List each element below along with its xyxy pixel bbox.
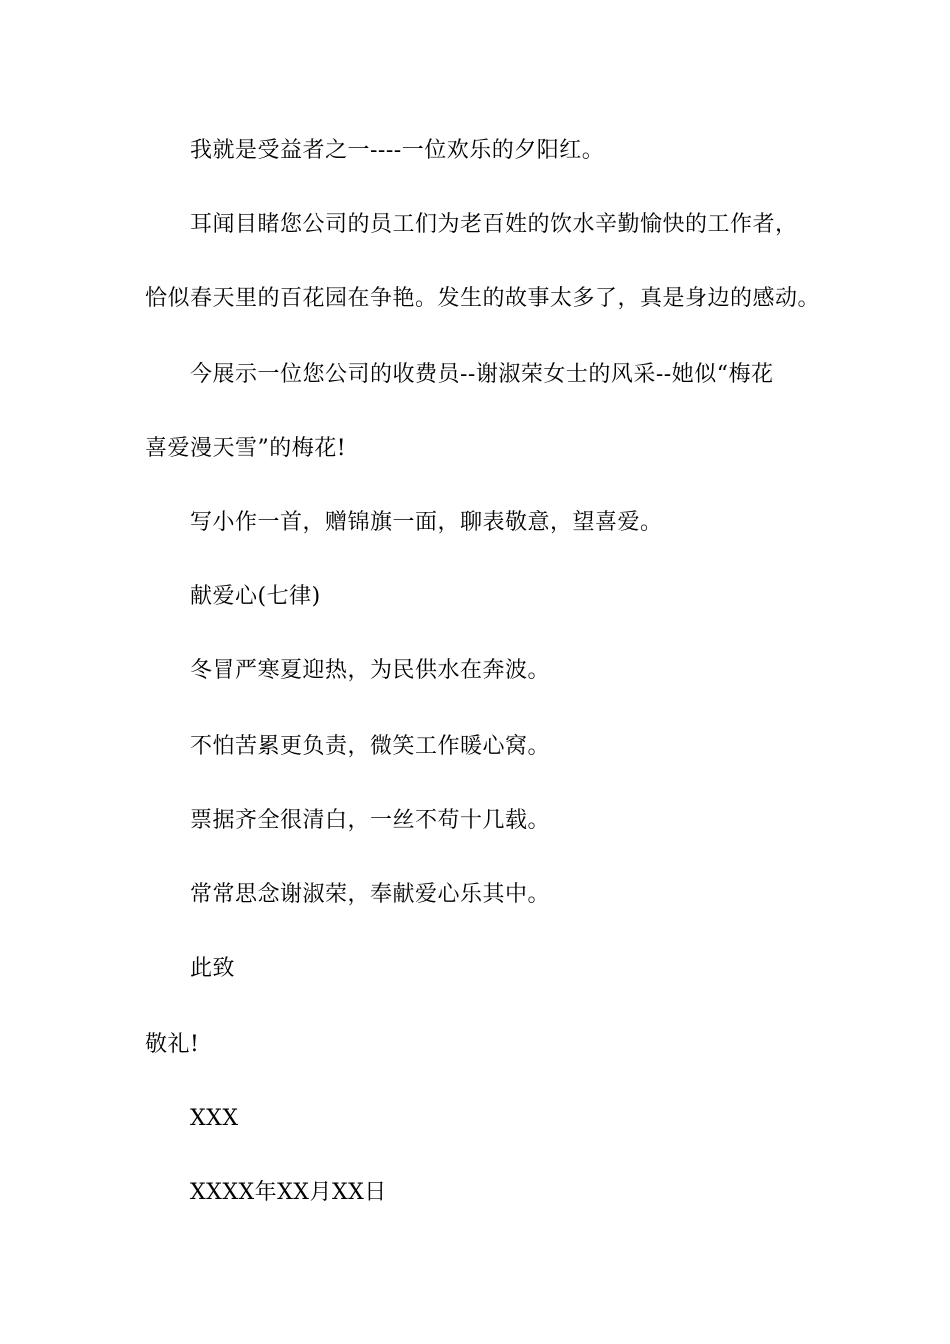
- paragraph-gift: 写小作一首，赠锦旗一面，聊表敬意，望喜爱。: [190, 510, 663, 535]
- closing-salutation: 此致: [190, 956, 236, 981]
- paragraph-showcase-line-1: 今展示一位您公司的收费员--谢淑荣女士的风采--她似“梅花: [190, 362, 774, 387]
- paragraph-witness-line-2: 恰似春天里的百花园在争艳。发生的故事太多了，真是身边的感动。: [145, 286, 821, 311]
- poem-line-4: 常常思念谢淑荣，奉献爱心乐其中。: [190, 882, 551, 907]
- signature-name: XXX: [190, 1106, 239, 1131]
- poem-line-2: 不怕苦累更负责，微笑工作暖心窝。: [190, 734, 551, 759]
- paragraph-beneficiary: 我就是受益者之一----一位欢乐的夕阳红。: [190, 138, 605, 163]
- closing-regards: 敬礼!: [145, 1032, 200, 1057]
- poem-title: 献爱心(七律): [190, 584, 321, 609]
- paragraph-witness-line-1: 耳闻目睹您公司的员工们为老百姓的饮水辛勤愉快的工作者，: [190, 212, 798, 237]
- poem-line-3: 票据齐全很清白，一丝不苟十几载。: [190, 808, 551, 833]
- signature-date: XXXX年XX月XX日: [190, 1180, 387, 1205]
- paragraph-showcase-line-2: 喜爱漫天雪”的梅花!: [145, 436, 347, 461]
- poem-line-1: 冬冒严寒夏迎热，为民供水在奔波。: [190, 658, 551, 683]
